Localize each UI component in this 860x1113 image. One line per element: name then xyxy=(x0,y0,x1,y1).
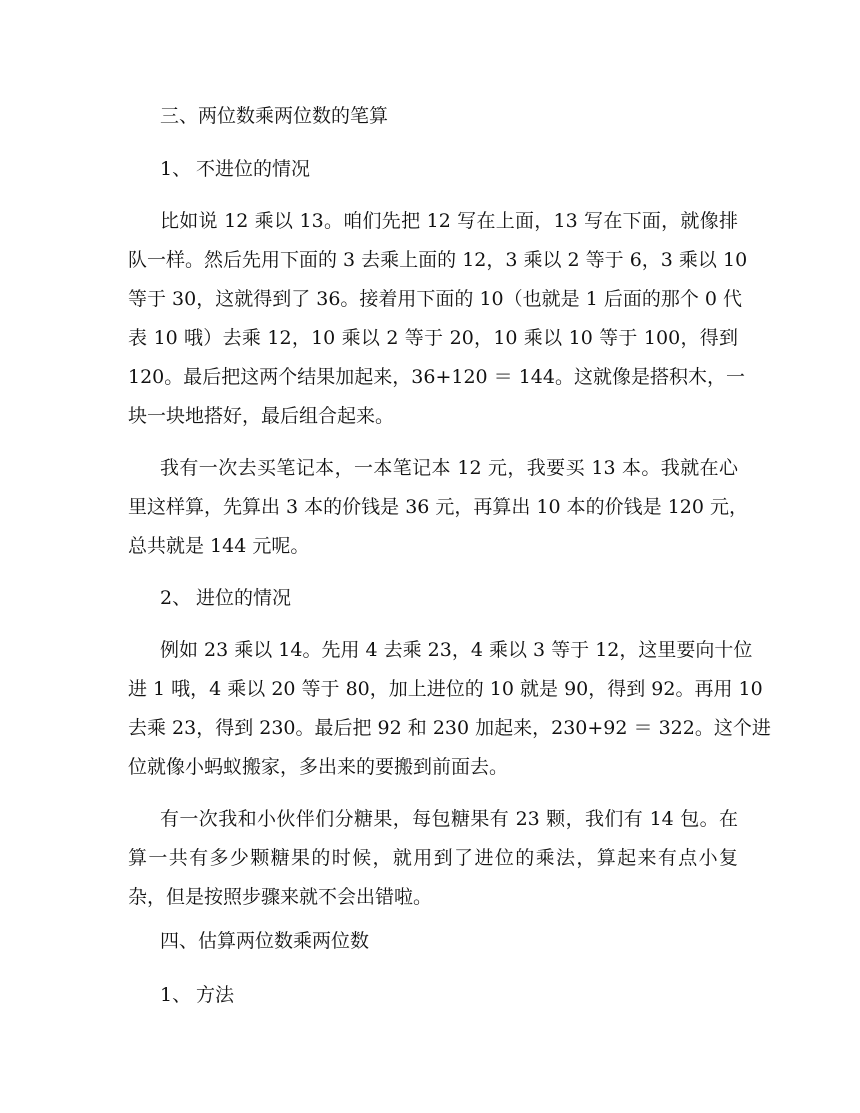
subsection-number: 1、 xyxy=(160,158,192,180)
subsection-title: 不进位的情况 xyxy=(196,158,311,180)
paragraph-line: 里这样算，先算出 3 本的价钱是 36 元，再算出 10 本的价钱是 120 元， xyxy=(128,496,749,518)
paragraph-line: 例如 23 乘以 14。先用 4 去乘 23，4 乘以 3 等于 12，这里要向十位 xyxy=(160,639,753,661)
paragraph-line: 进 1 哦，4 乘以 20 等于 80，加上进位的 10 就是 90，得到 92。再用 10 xyxy=(128,678,763,700)
subsection-title: 进位的情况 xyxy=(196,587,292,609)
paragraph-line: 算一共有多少颗糖果的时候，就用到了进位的乘法，算起来有点小复 xyxy=(128,847,738,869)
subsection-number: 1、 xyxy=(160,984,192,1006)
paragraph-line: 位就像小蚂蚁搬家，多出来的要搬到前面去。 xyxy=(128,756,509,778)
paragraph-line: 总共就是 144 元呢。 xyxy=(128,535,310,557)
section-4-heading: 四、估算两位数乘两位数 xyxy=(160,930,370,952)
subsection-3-heading xyxy=(160,983,770,1007)
section-3-heading: 三、两位数乘两位数的笔算 xyxy=(160,105,389,127)
subsection-title: 方法 xyxy=(196,984,235,1006)
subsection-number: 2、 xyxy=(160,587,192,609)
paragraph-line: 块一块地搭好，最后组合起来。 xyxy=(128,405,395,427)
paragraph-line: 120。最后把这两个结果加起来，36+120 ＝ 144。这就像是搭积木，一 xyxy=(128,366,745,388)
subsection-2-heading xyxy=(160,586,770,610)
paragraph-line: 去乘 23，得到 230。最后把 92 和 230 加起来，230+92 ＝ 322。这个进 xyxy=(128,717,771,739)
paragraph-line: 我有一次去买笔记本，一本笔记本 12 元，我要买 13 本。我就在心 xyxy=(160,457,738,479)
paragraph-line: 比如说 12 乘以 13。咱们先把 12 写在上面，13 写在下面，就像排 xyxy=(160,210,738,232)
paragraph-line: 有一次我和小伙伴们分糖果，每包糖果有 23 颗，我们有 14 包。在 xyxy=(160,808,738,830)
subsection-1-heading xyxy=(160,157,770,181)
paragraph-line: 杂，但是按照步骤来就不会出错啦。 xyxy=(128,886,433,908)
paragraph-line: 队一样。然后先用下面的 3 去乘上面的 12，3 乘以 2 等于 6，3 乘以 10 xyxy=(128,249,748,271)
paragraph-line: 等于 30，这就得到了 36。接着用下面的 10（也就是 1 后面的那个 0 代 xyxy=(128,288,742,310)
paragraph-line: 表 10 哦）去乘 12，10 乘以 2 等于 20，10 乘以 10 等于 100，得到 xyxy=(128,327,738,349)
